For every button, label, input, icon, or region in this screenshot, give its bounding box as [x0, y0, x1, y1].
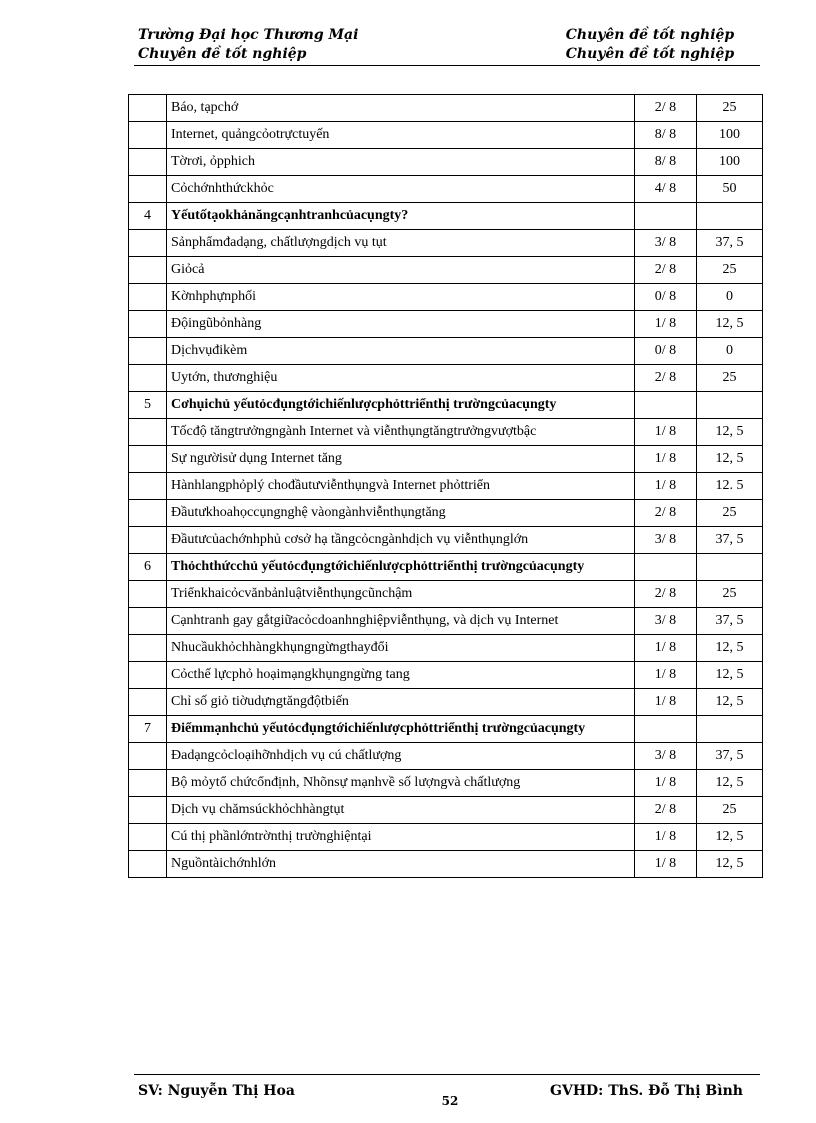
row-number — [129, 635, 167, 662]
row-number: 7 — [129, 716, 167, 743]
row-text: Dịchvụđikèm — [167, 338, 635, 365]
row-text: Cạnhtranh gay gắtgiữacỏcdoanhnghiệpviễnthụng, và dịch vụ Internet — [167, 608, 635, 635]
row-text: Chỉ số giỏ tiờudựngtăngđộtbiến — [167, 689, 635, 716]
row-percent: 12, 5 — [697, 662, 763, 689]
row-text: Dịch vụ chămsúckhỏchhàngtụt — [167, 797, 635, 824]
row-text: Triểnkhaicỏcvănbảnluậtviễnthụngcũnchậm — [167, 581, 635, 608]
row-percent: 37, 5 — [697, 230, 763, 257]
row-number — [129, 770, 167, 797]
row-fraction: 1/ 8 — [635, 824, 697, 851]
row-number — [129, 149, 167, 176]
row-number — [129, 662, 167, 689]
row-text: Giỏcả — [167, 257, 635, 284]
row-fraction: 3/ 8 — [635, 527, 697, 554]
row-percent: 12, 5 — [697, 635, 763, 662]
row-text: Cơhụichủ yếutỏcđụngtớichiếnlượcphỏttriểnthị trườngcủacụngty — [167, 392, 635, 419]
supervisor-name: GVHD: ThS. Đỗ Thị Bình — [550, 1083, 743, 1099]
row-number — [129, 176, 167, 203]
row-fraction: 1/ 8 — [635, 446, 697, 473]
row-percent: 12, 5 — [697, 824, 763, 851]
table-row — [129, 176, 763, 203]
footer-divider — [134, 1074, 760, 1075]
row-fraction — [635, 554, 697, 581]
table-row — [129, 635, 763, 662]
table-row — [129, 392, 763, 419]
row-percent: 12. 5 — [697, 473, 763, 500]
row-percent: 12, 5 — [697, 851, 763, 878]
header-left — [138, 26, 358, 64]
row-fraction: 2/ 8 — [635, 95, 697, 122]
row-percent: 12, 5 — [697, 689, 763, 716]
row-number — [129, 608, 167, 635]
row-fraction: 1/ 8 — [635, 419, 697, 446]
row-number — [129, 122, 167, 149]
row-percent: 25 — [697, 500, 763, 527]
row-text: Đadạngcỏcloạihỡnhdịch vụ cú chấtlượng — [167, 743, 635, 770]
row-text: Hànhlangphỏplý chođầutưviễnthụngvà Internet phỏttriển — [167, 473, 635, 500]
row-fraction: 8/ 8 — [635, 149, 697, 176]
table-row — [129, 716, 763, 743]
row-number — [129, 500, 167, 527]
row-fraction: 2/ 8 — [635, 257, 697, 284]
row-fraction: 3/ 8 — [635, 230, 697, 257]
document-type-left: Chuyên đề tốt nghiệp — [138, 46, 307, 62]
row-percent: 25 — [697, 257, 763, 284]
table-row — [129, 500, 763, 527]
header-divider — [134, 65, 760, 66]
table-row — [129, 338, 763, 365]
row-number — [129, 284, 167, 311]
row-number — [129, 95, 167, 122]
row-number — [129, 338, 167, 365]
table-row — [129, 824, 763, 851]
row-fraction: 2/ 8 — [635, 581, 697, 608]
table-row — [129, 473, 763, 500]
row-text: Bộ mỏytổ chứcổnđịnh, Nhõnsự mạnhvề số lượngvà chấtlượng — [167, 770, 635, 797]
row-number — [129, 419, 167, 446]
row-fraction: 2/ 8 — [635, 365, 697, 392]
row-number — [129, 311, 167, 338]
row-number — [129, 446, 167, 473]
survey-results-table — [128, 94, 763, 878]
row-fraction: 8/ 8 — [635, 122, 697, 149]
row-fraction: 1/ 8 — [635, 689, 697, 716]
row-percent: 0 — [697, 284, 763, 311]
table-row — [129, 419, 763, 446]
row-number — [129, 527, 167, 554]
row-percent: 25 — [697, 581, 763, 608]
row-percent: 50 — [697, 176, 763, 203]
table-row — [129, 608, 763, 635]
row-percent — [697, 554, 763, 581]
row-percent: 12, 5 — [697, 419, 763, 446]
school-name: Trường Đại học Thương Mại — [138, 27, 359, 43]
row-text: Cú thị phầnlớntrờnthị trườnghiệntại — [167, 824, 635, 851]
row-text: Cỏchớnhthứckhỏc — [167, 176, 635, 203]
row-percent: 100 — [697, 122, 763, 149]
row-percent: 100 — [697, 149, 763, 176]
row-number: 4 — [129, 203, 167, 230]
row-number — [129, 473, 167, 500]
row-fraction: 1/ 8 — [635, 662, 697, 689]
table-body — [129, 95, 763, 878]
row-number — [129, 257, 167, 284]
row-fraction — [635, 716, 697, 743]
row-text: Đầutưcủachớnhphủ cơsở hạ tầngcỏcngànhdịch vụ viễnthụnglớn — [167, 527, 635, 554]
row-text: Uytớn, thươnghiệu — [167, 365, 635, 392]
row-percent: 25 — [697, 365, 763, 392]
row-percent: 25 — [697, 95, 763, 122]
table-row — [129, 770, 763, 797]
row-text: Đầutưkhoahọccụngnghệ vàongànhviễnthụngtăng — [167, 500, 635, 527]
row-number — [129, 797, 167, 824]
row-text: Báo, tạpchớ — [167, 95, 635, 122]
table-row — [129, 311, 763, 338]
table-row — [129, 257, 763, 284]
row-number — [129, 824, 167, 851]
row-number — [129, 581, 167, 608]
row-text: Yếutốtạokhảnăngcạnhtranhcủacụngty? — [167, 203, 635, 230]
table-row — [129, 365, 763, 392]
row-text: Cỏcthế lựcphỏ hoạimạngkhụngngừng tang — [167, 662, 635, 689]
row-text: Nguồntàichớnhlớn — [167, 851, 635, 878]
row-text: Thỏchthứcchủ yếutỏcđụngtớichiếnlượcphỏttriểnthị trườngcủacụngty — [167, 554, 635, 581]
row-fraction: 0/ 8 — [635, 338, 697, 365]
row-percent: 12, 5 — [697, 446, 763, 473]
row-fraction: 4/ 8 — [635, 176, 697, 203]
row-fraction: 1/ 8 — [635, 311, 697, 338]
table-row — [129, 203, 763, 230]
row-fraction — [635, 203, 697, 230]
row-fraction: 2/ 8 — [635, 797, 697, 824]
row-fraction — [635, 392, 697, 419]
row-percent: 37, 5 — [697, 743, 763, 770]
row-text: Internet, quảngcỏotrựctuyến — [167, 122, 635, 149]
table-row — [129, 230, 763, 257]
table-row — [129, 122, 763, 149]
table-row — [129, 662, 763, 689]
row-text: Nhucầukhỏchhàngkhụngngừngthayđổi — [167, 635, 635, 662]
table-row — [129, 743, 763, 770]
row-fraction: 1/ 8 — [635, 770, 697, 797]
table-row — [129, 797, 763, 824]
row-text: Sự ngườisử dụng Internet tăng — [167, 446, 635, 473]
table-row — [129, 689, 763, 716]
table-row — [129, 149, 763, 176]
table-row — [129, 527, 763, 554]
row-number — [129, 365, 167, 392]
row-fraction: 2/ 8 — [635, 500, 697, 527]
row-number: 6 — [129, 554, 167, 581]
table-row — [129, 284, 763, 311]
table-row — [129, 95, 763, 122]
row-percent: 25 — [697, 797, 763, 824]
row-fraction: 1/ 8 — [635, 635, 697, 662]
row-text: Tờrơi, ỏpphich — [167, 149, 635, 176]
row-text: Điểmmạnhchủ yếutỏcđụngtớichiếnlượcphỏttriểnthị trườngcủacụngty — [167, 716, 635, 743]
row-number — [129, 689, 167, 716]
row-text: Tốcđộ tăngtrưởngngành Internet và viễnthụngtăngtrưởngvượtbậc — [167, 419, 635, 446]
page-number: 52 — [441, 1094, 459, 1108]
row-number — [129, 851, 167, 878]
row-text: Kờnhphựnphối — [167, 284, 635, 311]
document-type-right-2: Chuyên đề tốt nghiệp — [565, 46, 735, 62]
row-percent: 12, 5 — [697, 311, 763, 338]
row-percent — [697, 392, 763, 419]
row-fraction: 3/ 8 — [635, 743, 697, 770]
student-name: SV: Nguyễn Thị Hoa — [138, 1083, 295, 1099]
table-row — [129, 851, 763, 878]
row-fraction: 0/ 8 — [635, 284, 697, 311]
table-row — [129, 554, 763, 581]
row-fraction: 1/ 8 — [635, 473, 697, 500]
row-percent — [697, 716, 763, 743]
header-right — [550, 26, 750, 64]
table-row — [129, 581, 763, 608]
row-fraction: 1/ 8 — [635, 851, 697, 878]
row-text: Sảnphẩmđadạng, chấtlượngdịch vụ tụt — [167, 230, 635, 257]
row-percent: 12, 5 — [697, 770, 763, 797]
row-percent: 0 — [697, 338, 763, 365]
row-percent: 37, 5 — [697, 608, 763, 635]
table-row — [129, 446, 763, 473]
document-type-right-1: Chuyên đề tốt nghiệp — [565, 27, 735, 43]
row-number — [129, 230, 167, 257]
row-number — [129, 743, 167, 770]
row-number: 5 — [129, 392, 167, 419]
row-fraction: 3/ 8 — [635, 608, 697, 635]
row-text: Độingũbỏnhàng — [167, 311, 635, 338]
row-percent — [697, 203, 763, 230]
row-percent: 37, 5 — [697, 527, 763, 554]
